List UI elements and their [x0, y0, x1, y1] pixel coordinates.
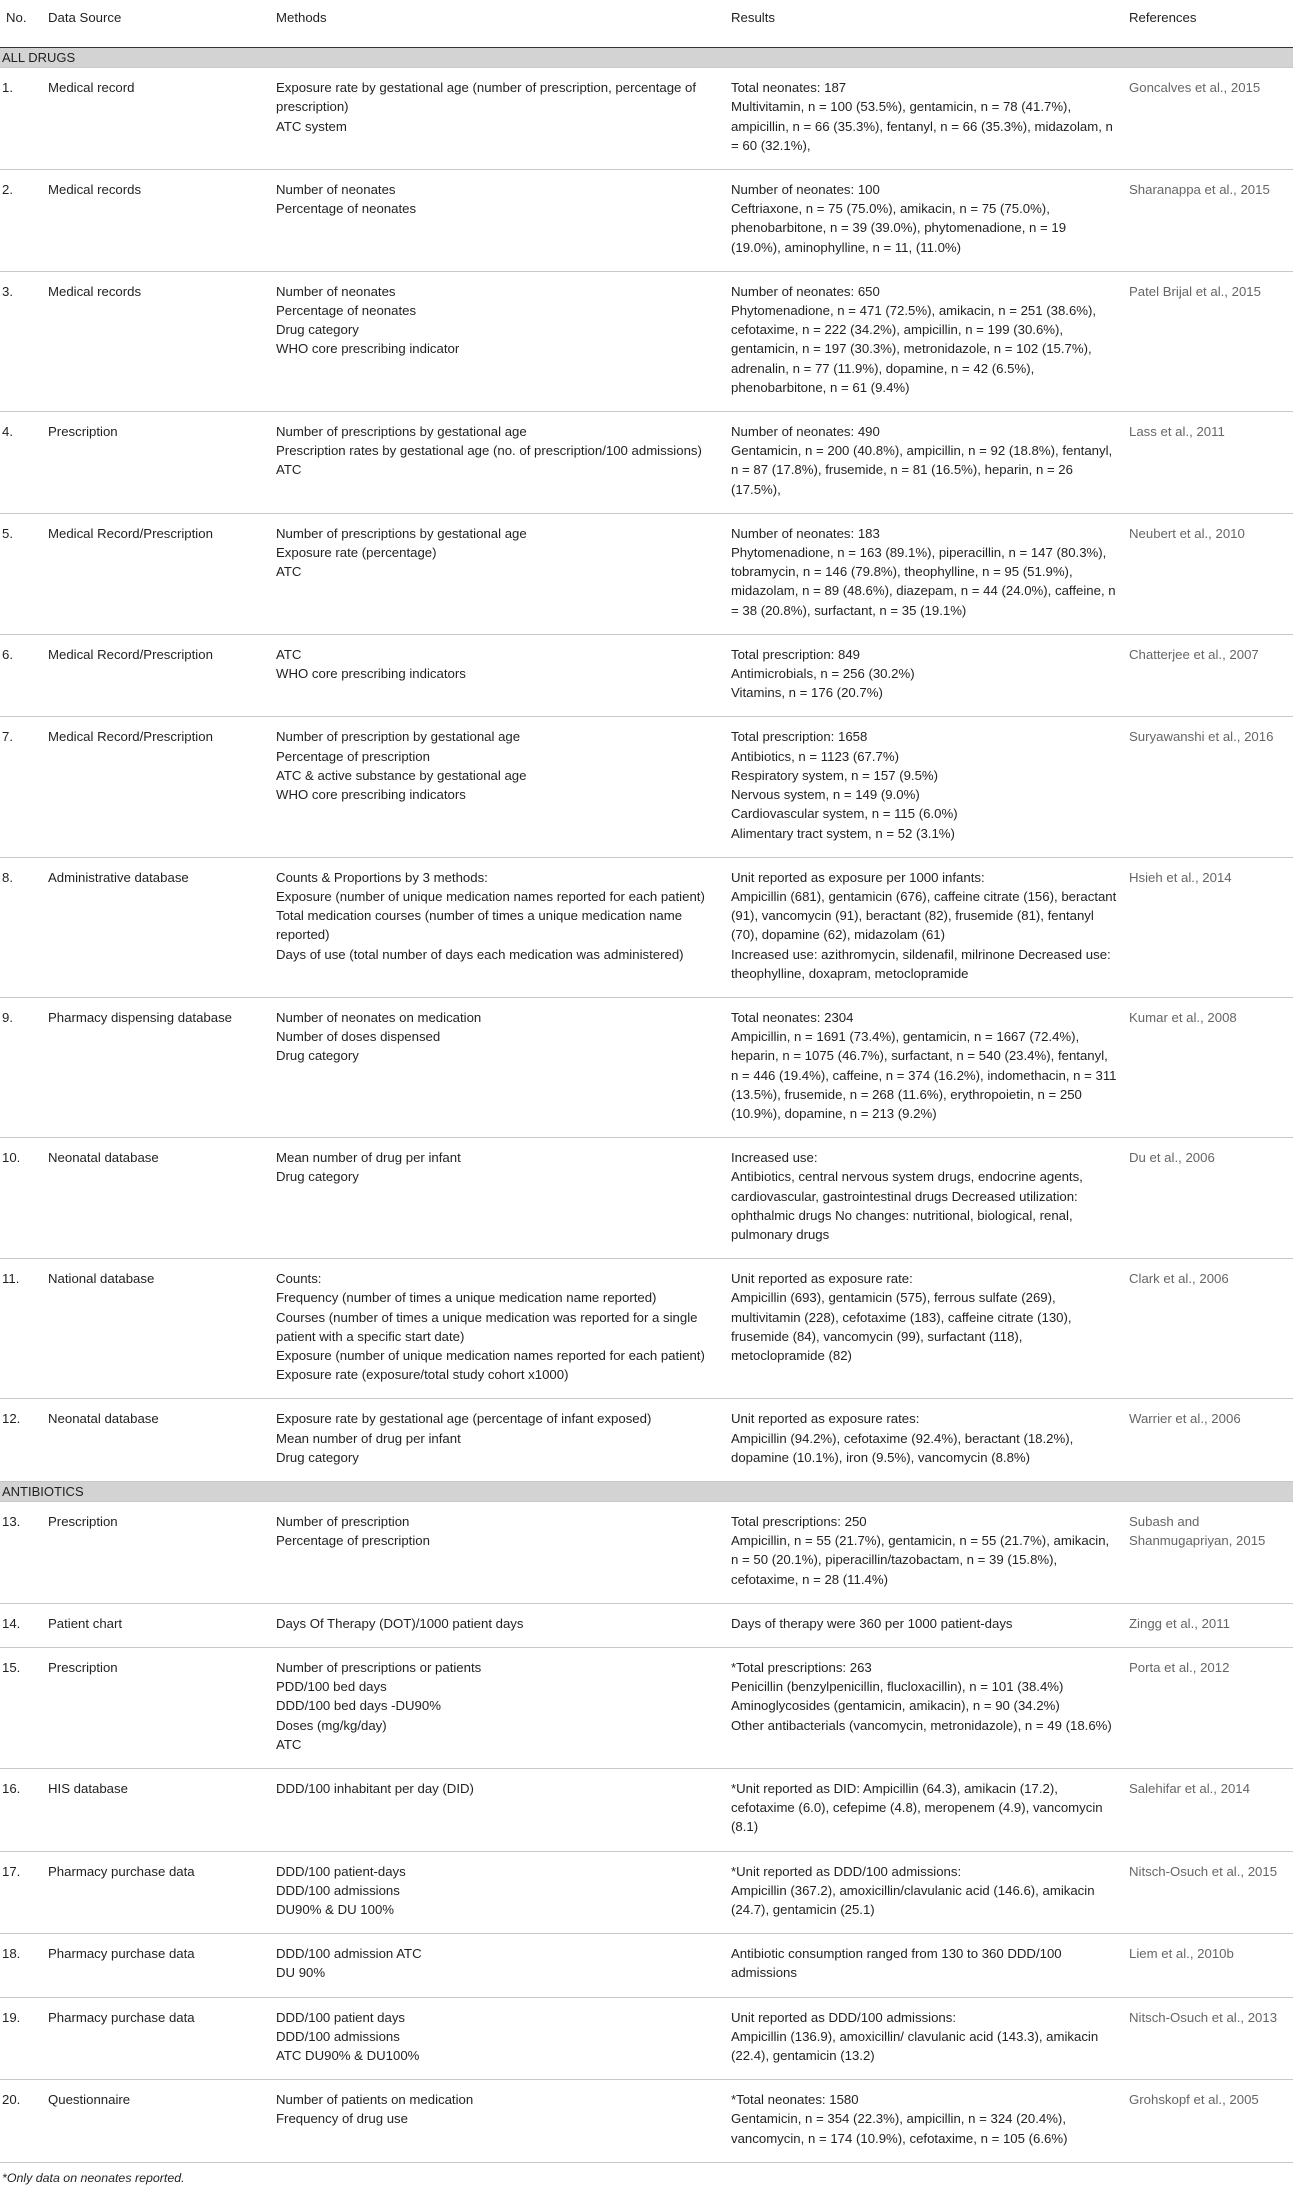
methods-cell — [270, 717, 725, 857]
method-line: DDD/100 admission ATC — [276, 1946, 422, 1962]
result-line: Alimentary tract system, n = 52 (3.1%) — [731, 825, 955, 841]
reference-cell: Grohskopf et al., 2005 — [1123, 2080, 1293, 2163]
data-source-cell: Medical records — [42, 170, 270, 272]
data-source-cell: Neonatal database — [42, 1399, 270, 1482]
results-cell — [725, 1259, 1123, 1399]
result-line: Unit reported as exposure per 1000 infants: — [731, 869, 985, 885]
methods-cell — [270, 997, 725, 1137]
method-line: Number of prescriptions or patients — [276, 1660, 482, 1675]
methods-cell — [270, 1138, 725, 1259]
method-line: Drug category — [276, 322, 359, 338]
data-source-cell: Prescription — [42, 1501, 270, 1603]
results-cell — [725, 1399, 1123, 1482]
method-line: Percentage of neonates — [276, 303, 417, 319]
row-number-cell: 11. — [0, 1259, 42, 1399]
data-source-cell: National database — [42, 1259, 270, 1399]
row-number-cell: 4. — [0, 412, 42, 514]
data-source-cell: Pharmacy purchase data — [42, 1934, 270, 1997]
method-line: ATC — [276, 646, 302, 662]
methods-cell — [270, 513, 725, 634]
method-line: Frequency of drug use — [276, 2111, 408, 2127]
table-row — [0, 2080, 1293, 2163]
row-number-cell: 18. — [0, 1934, 42, 1997]
result-line: Other antibacterials (vancomycin, metronidazole), n = 49 (18.6%) — [731, 1717, 1112, 1733]
reference-cell: Salehifar et al., 2014 — [1123, 1769, 1293, 1852]
result-line: Number of neonates: 490 — [731, 424, 880, 440]
methods-cell — [270, 1934, 725, 1997]
row-number-cell: 17. — [0, 1851, 42, 1934]
method-line: Exposure rate (percentage) — [276, 545, 437, 561]
data-source-cell: Administrative database — [42, 857, 270, 997]
methods-cell — [270, 1603, 725, 1647]
table-row — [0, 412, 1293, 514]
table-row — [0, 857, 1293, 997]
result-line: Number of neonates: 183 — [731, 525, 880, 541]
result-line: Penicillin (benzylpenicillin, flucloxacillin), n = 101 (38.4%) — [731, 1679, 1064, 1695]
table-row — [0, 68, 1293, 170]
result-line: Increased use: azithromycin, sildenafil, milrinone Decreased use: theophylline, doxapram, metoclopramide — [731, 946, 1111, 981]
results-cell — [725, 1769, 1123, 1852]
result-line: *Unit reported as DDD/100 admissions: — [731, 1863, 962, 1879]
table-row — [0, 513, 1293, 634]
results-cell — [725, 513, 1123, 634]
methods-cell — [270, 68, 725, 170]
methods-cell — [270, 634, 725, 717]
table-row — [0, 1603, 1293, 1647]
results-cell — [725, 1648, 1123, 1769]
result-line: Total neonates: 187 — [731, 80, 847, 96]
table-row — [0, 1259, 1293, 1399]
results-cell — [725, 857, 1123, 997]
table-row — [0, 717, 1293, 857]
data-source-cell: Pharmacy dispensing database — [42, 997, 270, 1137]
results-cell — [725, 68, 1123, 170]
method-line: Exposure (number of unique medication names reported for each patient) — [276, 1347, 705, 1363]
row-number-cell: 5. — [0, 513, 42, 634]
results-cell — [725, 1997, 1123, 2080]
results-cell — [725, 271, 1123, 411]
result-line: Unit reported as exposure rate: — [731, 1271, 913, 1287]
method-line: Percentage of prescription — [276, 1533, 430, 1549]
method-line: Percentage of prescription — [276, 748, 430, 764]
methods-cell — [270, 271, 725, 411]
row-number-cell: 10. — [0, 1138, 42, 1259]
methods-cell — [270, 1259, 725, 1399]
reference-cell: Warrier et al., 2006 — [1123, 1399, 1293, 1482]
methods-cell — [270, 1769, 725, 1852]
table-row — [0, 1997, 1293, 2080]
method-line: Exposure rate by gestational age (percentage of infant exposed) — [276, 1411, 652, 1427]
method-line: ATC system — [276, 118, 347, 134]
result-line: Total neonates: 2304 — [731, 1009, 854, 1025]
result-line: Ampicillin (681), gentamicin (676), caffeine citrate (156), beractant (91), vancomycin (91), beractant (82), frusemide (81), fentanyl (70), dopamine (62), midazolam (61) — [731, 888, 1117, 943]
method-line: Days of use (total number of days each medication was administered) — [276, 946, 684, 962]
reference-cell: Suryawanshi et al., 2016 — [1123, 717, 1293, 857]
result-line: Ampicillin (693), gentamicin (575), ferrous sulfate (269), multivitamin (228), cefotaxime (183), caffeine citrate (130), frusemide (84), vancomycin (99), surfactant (118), metoclopramide (82) — [731, 1290, 1072, 1363]
header-row — [0, 0, 1293, 48]
method-line: DDD/100 bed days -DU90% — [276, 1698, 441, 1714]
reference-cell: Sharanappa et al., 2015 — [1123, 170, 1293, 272]
methods-cell — [270, 857, 725, 997]
reference-cell: Neubert et al., 2010 — [1123, 513, 1293, 634]
table-row — [0, 271, 1293, 411]
method-line: Drug category — [276, 1048, 359, 1064]
method-line: Frequency (number of times a unique medication name reported) — [276, 1290, 657, 1306]
data-source-cell: Prescription — [42, 412, 270, 514]
results-cell — [725, 717, 1123, 857]
results-cell — [725, 1501, 1123, 1603]
section-title: ANTIBIOTICS — [0, 1481, 1293, 1501]
results-cell — [725, 1603, 1123, 1647]
result-line: Ampicillin (94.2%), cefotaxime (92.4%), beractant (18.2%), dopamine (10.1%), iron (9.5%), vancomycin (8.8%) — [731, 1430, 1074, 1465]
result-line: *Total prescriptions: 263 — [731, 1660, 872, 1675]
data-source-cell: Medical Record/Prescription — [42, 634, 270, 717]
result-line: Nervous system, n = 149 (9.0%) — [731, 787, 920, 803]
method-line: DDD/100 admissions — [276, 1882, 400, 1898]
reference-cell: Porta et al., 2012 — [1123, 1648, 1293, 1769]
method-line: PDD/100 bed days — [276, 1679, 387, 1695]
methods-cell — [270, 1997, 725, 2080]
method-line: Counts: — [276, 1271, 322, 1287]
table-row — [0, 1851, 1293, 1934]
method-line: Counts & Proportions by 3 methods: — [276, 869, 488, 885]
methods-cell — [270, 1501, 725, 1603]
method-line: Number of patients on medication — [276, 2092, 474, 2108]
row-number-cell: 19. — [0, 1997, 42, 2080]
method-line: ATC — [276, 462, 302, 478]
method-line: Exposure rate by gestational age (number of prescription, percentage of prescription) — [276, 80, 697, 115]
data-source-cell: Medical records — [42, 271, 270, 411]
results-cell — [725, 1934, 1123, 1997]
data-source-cell: HIS database — [42, 1769, 270, 1852]
methods-cell — [270, 1399, 725, 1482]
method-line: DDD/100 patient-days — [276, 1863, 406, 1879]
column-header-data-source: Data Source — [42, 0, 270, 48]
result-line: Multivitamin, n = 100 (53.5%), gentamicin, n = 78 (41.7%), ampicillin, n = 66 (35.3%), fentanyl, n = 66 (35.3%), midazolam, n = 60 (32.1%), — [731, 99, 1113, 153]
reference-cell: Clark et al., 2006 — [1123, 1259, 1293, 1399]
row-number-cell: 9. — [0, 997, 42, 1137]
reference-cell: Patel Brijal et al., 2015 — [1123, 271, 1293, 411]
result-line: Cardiovascular system, n = 115 (6.0%) — [731, 806, 958, 822]
reference-cell: Nitsch-Osuch et al., 2015 — [1123, 1851, 1293, 1934]
table-row — [0, 1138, 1293, 1259]
result-line: Phytomenadione, n = 163 (89.1%), piperacillin, n = 147 (80.3%), tobramycin, n = 146 (79.8%), theophylline, n = 95 (51.9%), midazolam, n = 89 (48.6%), diazepam, n = 44 (24.0%), caffeine, n = 38 (20.8%), surfactant, n = 35 (19.1%) — [731, 545, 1116, 618]
row-number-cell: 12. — [0, 1399, 42, 1482]
reference-cell: Zingg et al., 2011 — [1123, 1603, 1293, 1647]
method-line: Mean number of drug per infant — [276, 1430, 461, 1446]
result-line: Days of therapy were 360 per 1000 patient-days — [731, 1615, 1013, 1631]
row-number-cell: 3. — [0, 271, 42, 411]
result-line: Phytomenadione, n = 471 (72.5%), amikacin, n = 251 (38.6%), cefotaxime, n = 222 (34.2%), ampicillin, n = 199 (30.6%), gentamicin, n = 197 (30.3%), metronidazole, n = 102 (15.7%), adrenalin, n = 77 (11.9%), dopamine, n = 42 (6.5%), phenobarbitone, n = 61 (9.4%) — [731, 303, 1097, 395]
section-header-row — [0, 1481, 1293, 1501]
reference-cell: Hsieh et al., 2014 — [1123, 857, 1293, 997]
method-line: Number of doses dispensed — [276, 1029, 441, 1045]
result-line: Increased use: — [731, 1150, 818, 1166]
table-footnote: *Only data on neonates reported. — [2, 2170, 185, 2185]
method-line: Exposure (number of unique medication names reported for each patient) — [276, 888, 705, 904]
method-line: DDD/100 patient days — [276, 2009, 406, 2025]
table-body — [0, 48, 1293, 2163]
result-line: Unit reported as exposure rates: — [731, 1411, 920, 1427]
table-row — [0, 170, 1293, 272]
row-number-cell: 16. — [0, 1769, 42, 1852]
results-cell — [725, 2080, 1123, 2163]
method-line: DU90% & DU 100% — [276, 1902, 395, 1918]
table-row — [0, 1399, 1293, 1482]
result-line: Total prescription: 849 — [731, 646, 861, 662]
column-header-results: Results — [725, 0, 1123, 48]
method-line: Number of prescriptions by gestational age — [276, 424, 527, 440]
data-source-cell: Neonatal database — [42, 1138, 270, 1259]
table-header — [0, 0, 1293, 48]
method-line: ATC DU90% & DU100% — [276, 2048, 420, 2064]
column-header-methods: Methods — [270, 0, 725, 48]
method-line: Mean number of drug per infant — [276, 1150, 461, 1166]
result-line: *Total neonates: 1580 — [731, 2092, 859, 2108]
reference-cell: Subash and Shanmugapriyan, 2015 — [1123, 1501, 1293, 1603]
results-cell — [725, 170, 1123, 272]
column-header-no: No. — [0, 0, 42, 48]
method-line: ATC & active substance by gestational age — [276, 767, 527, 783]
table-row — [0, 997, 1293, 1137]
row-number-cell: 8. — [0, 857, 42, 997]
reference-cell: Kumar et al., 2008 — [1123, 997, 1293, 1137]
method-line: ATC — [276, 1736, 302, 1752]
method-line: Drug category — [276, 1449, 359, 1465]
results-cell — [725, 1138, 1123, 1259]
table-row — [0, 1769, 1293, 1852]
method-line: Number of prescription — [276, 1513, 410, 1529]
method-line: WHO core prescribing indicators — [276, 787, 466, 803]
result-line: Number of neonates: 650 — [731, 283, 880, 299]
results-cell — [725, 412, 1123, 514]
result-line: Ceftriaxone, n = 75 (75.0%), amikacin, n = 75 (75.0%), phenobarbitone, n = 39 (39.0%), phytomenadione, n = 19 (19.0%), aminophylline, n = 11, (11.0%) — [731, 201, 1067, 255]
methods-cell — [270, 1851, 725, 1934]
method-line: Number of neonates — [276, 283, 396, 299]
result-line: Antibiotics, n = 1123 (67.7%) — [731, 748, 899, 764]
reference-cell: Nitsch-Osuch et al., 2013 — [1123, 1997, 1293, 2080]
result-line: Total prescription: 1658 — [731, 729, 868, 745]
method-line: Doses (mg/kg/day) — [276, 1717, 387, 1733]
method-line: DU 90% — [276, 1965, 326, 1981]
data-source-cell: Patient chart — [42, 1603, 270, 1647]
data-source-cell: Medical Record/Prescription — [42, 513, 270, 634]
result-line: Unit reported as DDD/100 admissions: — [731, 2009, 957, 2025]
method-line: Total medication courses (number of times a unique medication name reported) — [276, 908, 683, 943]
row-number-cell: 20. — [0, 2080, 42, 2163]
method-line: DDD/100 admissions — [276, 2028, 400, 2044]
methods-cell — [270, 170, 725, 272]
results-cell — [725, 1851, 1123, 1934]
method-line: WHO core prescribing indicators — [276, 666, 466, 682]
methods-cell — [270, 412, 725, 514]
data-source-cell: Medical Record/Prescription — [42, 717, 270, 857]
method-line: Number of neonates — [276, 182, 396, 198]
row-number-cell: 13. — [0, 1501, 42, 1603]
reference-cell: Chatterjee et al., 2007 — [1123, 634, 1293, 717]
result-line: Antibiotics, central nervous system drugs, endocrine agents, cardiovascular, gastrointestinal drugs Decreased utilization: ophthalmic drugs No changes: nutritional, biological, renal, pulmonary drugs — [731, 1169, 1083, 1242]
result-line: Gentamicin, n = 354 (22.3%), ampicillin, n = 324 (20.4%), vancomycin, n = 174 (10.9%), cefotaxime, n = 105 (6.6%) — [731, 2111, 1068, 2146]
result-line: Antimicrobials, n = 256 (30.2%) — [731, 666, 915, 682]
row-number-cell: 14. — [0, 1603, 42, 1647]
method-line: Number of neonates on medication — [276, 1009, 482, 1025]
row-number-cell: 6. — [0, 634, 42, 717]
result-line: Ampicillin (367.2), amoxicillin/clavulanic acid (146.6), amikacin (24.7), gentamicin (25.1) — [731, 1882, 1095, 1918]
methods-cell — [270, 1648, 725, 1769]
section-header-row — [0, 48, 1293, 68]
reference-cell: Goncalves et al., 2015 — [1123, 68, 1293, 170]
method-line: Exposure rate (exposure/total study cohort x1000) — [276, 1367, 569, 1383]
table-row — [0, 1648, 1293, 1769]
section-title: ALL DRUGS — [0, 48, 1293, 68]
method-line: Number of prescriptions by gestational age — [276, 525, 527, 541]
method-line: Percentage of neonates — [276, 201, 417, 217]
result-line: Gentamicin, n = 200 (40.8%), ampicillin, n = 92 (18.8%), fentanyl, n = 87 (17.8%), frusemide, n = 81 (16.5%), heparin, n = 26 (17.5%), — [731, 443, 1113, 497]
result-line: Respiratory system, n = 157 (9.5%) — [731, 767, 939, 783]
data-source-cell: Medical record — [42, 68, 270, 170]
result-line: Vitamins, n = 176 (20.7%) — [731, 685, 883, 701]
method-line: Days Of Therapy (DOT)/1000 patient days — [276, 1615, 524, 1631]
method-line: Prescription rates by gestational age (no. of prescription/100 admissions) — [276, 443, 702, 459]
result-line: *Unit reported as DID: Ampicillin (64.3), amikacin (17.2), cefotaxime (6.0), cefepime (4.8), meropenem (4.9), vancomycin (8.1) — [731, 1781, 1103, 1835]
result-line: Number of neonates: 100 — [731, 182, 880, 198]
result-line: Ampicillin, n = 55 (21.7%), gentamicin, n = 55 (21.7%), amikacin, n = 50 (20.1%), piperacillin/tazobactam, n = 39 (15.8%), cefotaxime, n = 28 (11.4%) — [731, 1533, 1110, 1587]
row-number-cell: 2. — [0, 170, 42, 272]
method-line: Drug category — [276, 1169, 359, 1185]
data-source-cell: Prescription — [42, 1648, 270, 1769]
methods-cell — [270, 2080, 725, 2163]
data-source-cell: Pharmacy purchase data — [42, 1851, 270, 1934]
column-header-references: References — [1123, 0, 1293, 48]
result-line: Ampicillin, n = 1691 (73.4%), gentamicin, n = 1667 (72.4%), heparin, n = 1075 (46.7%), surfactant, n = 540 (23.4%), fentanyl, n = 446 (19.4%), caffeine, n = 374 (16.2%), indomethacin, n = 311 (13.5%), frusemide, n = 268 (11.6%), erythropoietin, n = 250 (10.9%), dopamine, n = 213 (9.2%) — [731, 1029, 1117, 1121]
table-row — [0, 634, 1293, 717]
reference-cell: Du et al., 2006 — [1123, 1138, 1293, 1259]
method-line: Number of prescription by gestational age — [276, 729, 521, 745]
result-line: Ampicillin (136.9), amoxicillin/ clavulanic acid (143.3), amikacin (22.4), gentamicin (13.2) — [731, 2028, 1099, 2064]
result-line: Aminoglycosides (gentamicin, amikacin), n = 90 (34.2%) — [731, 1698, 1060, 1714]
row-number-cell: 7. — [0, 717, 42, 857]
table-row — [0, 1501, 1293, 1603]
method-line: Courses (number of times a unique medication was reported for a single patient with a specific start date) — [276, 1309, 698, 1344]
result-line: Total prescriptions: 250 — [731, 1513, 867, 1529]
method-line: ATC — [276, 564, 302, 580]
row-number-cell: 15. — [0, 1648, 42, 1769]
method-line: WHO core prescribing indicator — [276, 341, 460, 357]
row-number-cell: 1. — [0, 68, 42, 170]
reference-cell: Lass et al., 2011 — [1123, 412, 1293, 514]
results-cell — [725, 997, 1123, 1137]
reference-cell: Liem et al., 2010b — [1123, 1934, 1293, 1997]
method-line: DDD/100 inhabitant per day (DID) — [276, 1781, 474, 1797]
table-row — [0, 1934, 1293, 1997]
results-cell — [725, 634, 1123, 717]
data-source-cell: Pharmacy purchase data — [42, 1997, 270, 2080]
data-source-cell: Questionnaire — [42, 2080, 270, 2163]
result-line: Antibiotic consumption ranged from 130 to 360 DDD/100 admissions — [731, 1946, 1062, 1981]
